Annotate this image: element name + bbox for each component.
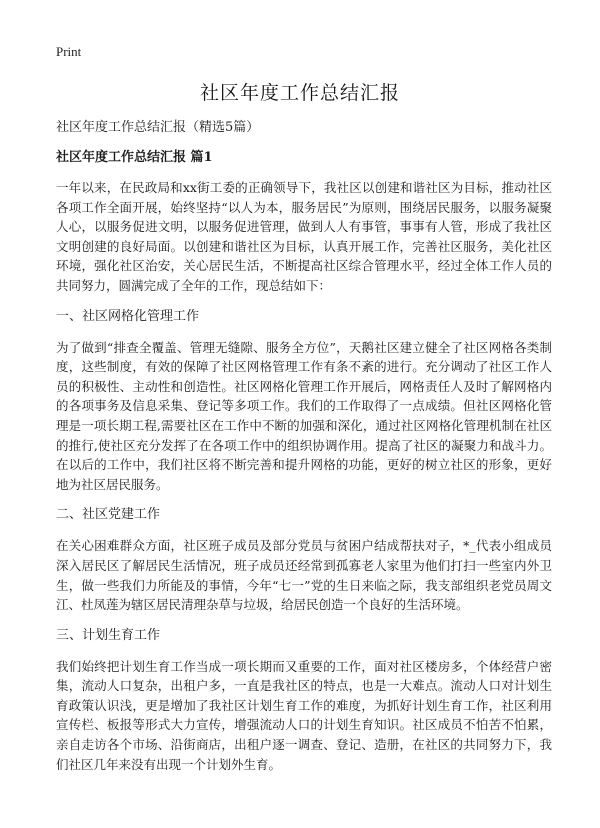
party-building-paragraph: 在关心困难群众方面，社区班子成员及部分党员与贫困户结成帮扶对子，*_代表小组成员深入居民区了解居民生活情况，班子成员还经常到孤寡老人家里为他们打扫一些室内外卫生，做一些我们力所能及的事情，今年“七一”党的生日来临之际，我支部组织老党员周文江、杜凤莲为辖区居民清理杂草与垃圾，给居民创造一个良好的生活环境。 <box>56 538 552 613</box>
heading-family-planning: 三、计划生育工作 <box>56 627 161 643</box>
grid-management-paragraph: 为了做到“排查全覆盖、管理无缝隙、服务全方位”，天鹅社区建立健全了社区网格各类制度，这些制度，有效的保障了社区网格管理工作有条不紊的进行。充分调动了社区工作人员的积极性、主动性和创造性。社区网格化管理工作开展后，网格责任人及时了解网格内的各项事务及信息采集、登记等多项工作。我们的工作取得了一点成绩。但社区网格化管理是一项长期工程,需要社区在工作中不断的加强和深化，通过社区网格化管理机制在社区的推行,使社区充分发挥了在各项工作中的组织协调作用。提高了社区的凝聚力和战斗力。在以后的工作中，我们社区将不断完善和提升网格的功能，更好的树立社区的形象，更好地为社区居民服务。 <box>56 339 552 492</box>
intro-paragraph: 一年以来，在民政局和xx街工委的正确领导下，我社区以创建和谐社区为目标，推动社区各项工作全面开展，始终坚持“以人为本，服务居民”为原则，围绕居民服务，以服务凝聚人心，以服务促进文明，以服务促进管理，做到人人有事管，事事有人管，形成了我社区文明创建的良好局面。以创建和谐社区为目标，认真开展工作，完善社区服务，美化社区环境，强化社区治安，关心居民生活，不断提高社区综合管理水平，经过全体工作人员的共同努力，圆满完成了全年的工作，现总结如下： <box>56 180 552 293</box>
family-planning-paragraph: 我们始终把计划生育工作当成一项长期而又重要的工作，面对社区楼房多，个体经营户密集，流动人口复杂，出租户多，一直是我社区的特点，也是一大难点。流动人口对计划生育政策认识浅，更是增加了我社区计划生育工作的难度，为抓好计划生育工作，社区利用宣传栏、板报等形式大力宣传，增强流动人口的计划生育知识。社区成员不怕苦不怕累，亲自走访各个市场、沿街商店，出租户逐一调查、登记、造册，在社区的共同努力下，我们社区几年来没有出现一个计划外生育。 <box>56 658 552 772</box>
print-link[interactable]: Print <box>56 44 82 59</box>
document-title: 社区年度工作总结汇报 <box>199 82 400 104</box>
section-title: 社区年度工作总结汇报 篇1 <box>56 150 213 165</box>
heading-party-building: 二、社区党建工作 <box>56 507 161 523</box>
document-body <box>56 118 552 785</box>
document-subtitle: 社区年度工作总结汇报（精选5篇） <box>56 120 260 135</box>
heading-grid-management: 一、社区网格化管理工作 <box>56 308 200 324</box>
